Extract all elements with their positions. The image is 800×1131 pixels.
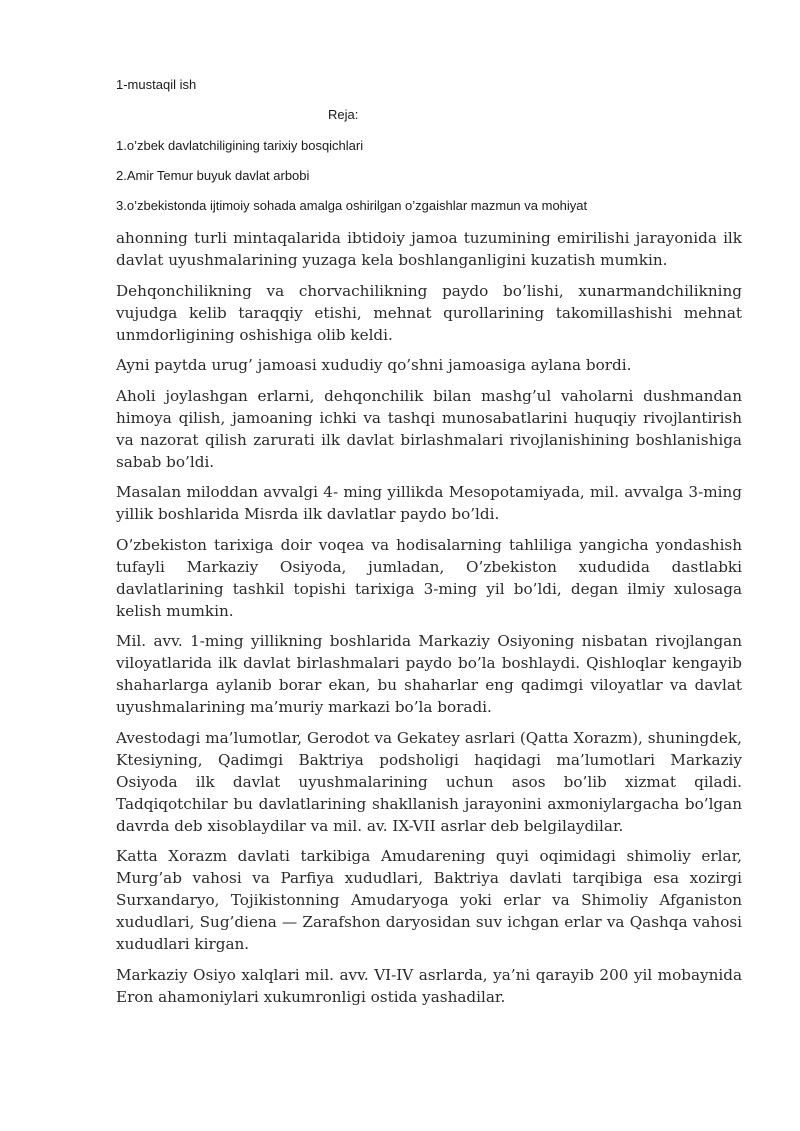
paragraph: Aholi joylashgan erlarni, dehqonchilik bilan mashg’ul vaholarni dushmandan himoya qilish, jamoaning ichki va tashqi munosabatlarini huquqiy rivojlantirish va nazorat qilish zarurati ilk davlat birlashmalari rivojlanishining boshlanishiga sabab bo’ldi.	[116, 386, 742, 471]
document-body	[116, 227, 742, 1016]
paragraph: Dehqonchilikning va chorvachilikning paydo bo’lishi, xunarmandchilikning vujudga kelib taraqqiy etishi, mehnat qurollarining takomillashishi mehnat unmdorligining oshishiga olib keldi.	[116, 281, 742, 344]
plan-heading: Reja:	[328, 107, 359, 122]
paragraph: Mil. avv. 1-ming yillikning boshlarida Markaziy Osiyoning nisbatan rivojlangan viloyatlarida ilk davlat birlashmalari paydo bo’la boshlaydi. Qishloqlar kengayib shaharlarga aylanib borar ekan, bu shaharlar eng qadimgi viloyatlar va davlat uyushmalarining ma’muriy markazi bo’la boradi.	[116, 632, 742, 716]
document-title: 1-mustaqil ish	[116, 77, 197, 92]
paragraph: Ayni paytda urug’ jamoasi xududiy qo’shni jamoasiga aylana bordi.	[116, 356, 632, 374]
plan-item-2: 2.Amir Temur buyuk davlat arbobi	[116, 168, 310, 183]
plan-item-3: 3.o’zbekistonda ijtimoiy sohada amalga oshirilgan o’zgaishlar mazmun va mohiyat	[116, 198, 588, 213]
paragraph: Katta Xorazm davlati tarkibiga Amudarening quyi oqimidagi shimoliy erlar, Murg’ab vahosi va Parfiya xududlari, Baktriya davlati tarqibiga esa xozirgi Surxandaryo, Tojikistonning Amudaryoga yoki erlar va Shimoliy Afganiston xududlari, Sug’diena — Zarafshon daryosidan suv ichgan erlar va Qashqa vahosi xududlari kirgan.	[116, 847, 742, 953]
paragraph: Avestodagi ma’lumotlar, Gerodot va Gekatey asrlari (Qatta Xorazm), shuningdek, Ktesiyning, Qadimgi Baktriya podsholigi haqidagi ma’lumotlari Markaziy Osiyoda ilk davlat uyushmalarining uchun asos bo’lib xizmat qiladi. Tadqiqotchilar bu davlatlarining shakllanish jarayonini axmoniylargacha bo’lgan davrda deb xisoblaydilar va mil. av. IX-VII asrlar deb belgilaydilar.	[116, 728, 742, 835]
paragraph: ahonning turli mintaqalarida ibtidoiy jamoa tuzumining emirilishi jarayonida ilk davlat uyushmalarining yuzaga kela boshlanganligini kuzatish mumkin.	[116, 229, 742, 269]
plan-item-1: 1.o’zbek davlatchiligining tarixiy bosqichlari	[116, 138, 364, 153]
paragraph: Masalan miloddan avvalgi 4- ming yillikda Mesopotamiyada, mil. avvalga 3-ming yillik boshlarida Misrda ilk davlatlar paydo bo’ldi.	[116, 483, 742, 523]
paragraph: O’zbekiston tarixiga doir voqea va hodisalarning tahliliga yangicha yondashish tufayli Markaziy Osiyoda, jumladan, O’zbekiston xududida dastlabki davlatlarining tashkil topishi tarixiga 3-ming yil bo’ldi, degan ilmiy xulosaga kelish mumkin.	[116, 535, 742, 620]
paragraph: Markaziy Osiyo xalqlari mil. avv. VI-IV asrlarda, ya’ni qarayib 200 yil mobaynida Eron ahamoniylari xukumronligi ostida yashadilar.	[116, 965, 742, 1006]
